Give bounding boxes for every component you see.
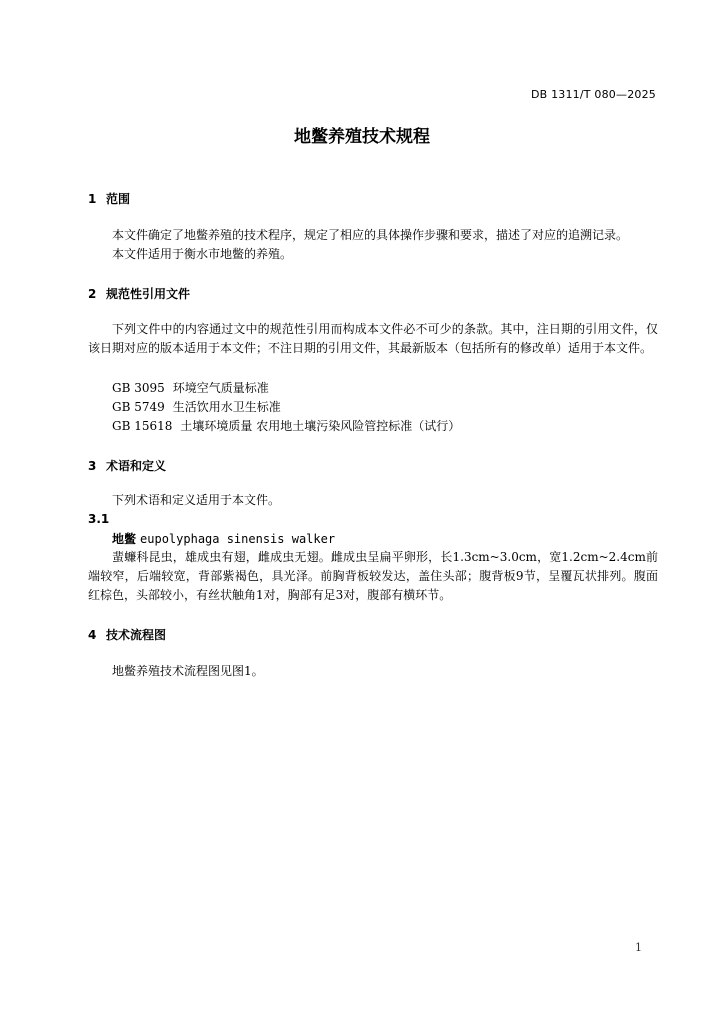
term-definition: 蜚蠊科昆虫，雄成虫有翅，雌成虫无翅。雌成虫呈扁平卵形，长1.3cm~3.0cm，宽1.2cm~2.4cm前端较窄，后端较宽，背部紫褐色，具光泽。前胸背板较发达，盖住头部；腹背板9节，呈覆瓦状排列。腹面红棕色，头部较小，有丝状触角1对，胸部有足3对，腹部有横环节。: [88, 550, 658, 602]
reference-code: GB 5749: [112, 400, 165, 414]
reference-name: 生活饮用水卫生标准: [172, 400, 281, 414]
section-number: 4: [88, 628, 97, 642]
reference-item: [112, 379, 269, 396]
section-number: 1: [88, 192, 97, 206]
term-chinese: 地鳖: [112, 532, 137, 546]
term-number: 3.1: [88, 512, 110, 526]
document-title: 地鳖养殖技术规程: [294, 127, 430, 147]
flow-text: 地鳖养殖技术流程图见图1。: [112, 664, 264, 678]
section-title: 术语和定义: [106, 459, 167, 473]
section-heading-terms: [88, 457, 166, 474]
term-latin: eupolyphaga sinensis walker: [140, 532, 336, 546]
section-heading-references: [88, 285, 190, 302]
reference-code: GB 3095: [112, 381, 165, 395]
scope-paragraph-2: 本文件适用于衡水市地鳖的养殖。: [112, 247, 293, 261]
section-number: 3: [88, 459, 97, 473]
reference-item: [112, 417, 460, 434]
scope-paragraph-1: 本文件确定了地鳖养殖的技术程序，规定了相应的具体操作步骤和要求，描述了对应的追溯记录。: [112, 228, 629, 242]
section-number: 2: [88, 287, 97, 301]
section-heading-scope: [88, 190, 130, 207]
page-number: 1: [635, 941, 642, 954]
reference-name: 环境空气质量标准: [172, 381, 269, 395]
section-heading-flow: [88, 626, 166, 643]
terms-intro: 下列术语和定义适用于本文件。: [112, 493, 281, 507]
section-title: 范围: [106, 192, 131, 206]
section-title: 技术流程图: [106, 628, 167, 642]
section-title: 规范性引用文件: [106, 287, 191, 301]
reference-code: GB 15618: [112, 419, 173, 433]
reference-name: 土壤环境质量 农用地土壤污染风险管控标准（试行）: [180, 419, 461, 433]
reference-item: [112, 398, 281, 415]
standard-code: DB 1311/T 080—2025: [530, 88, 656, 101]
term-name: [112, 530, 335, 547]
references-intro: 下列文件中的内容通过文中的规范性引用而构成本文件必不可少的条款。其中，注日期的引用文件，仅该日期对应的版本适用于本文件；不注日期的引用文件，其最新版本（包括所有的修改单）适用于本文件。: [88, 322, 658, 355]
